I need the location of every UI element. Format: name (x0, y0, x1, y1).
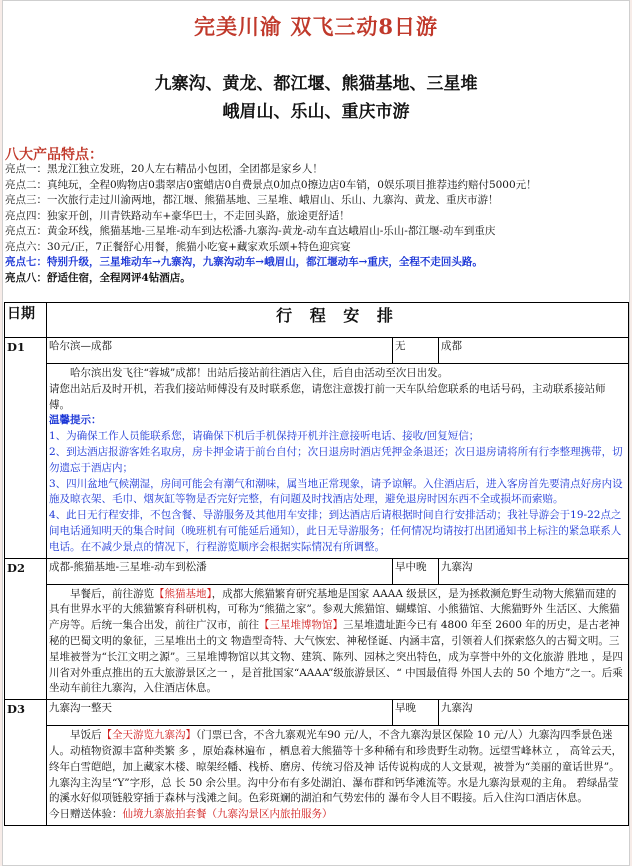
gift-prefix: 今日赠送体验： (49, 808, 123, 821)
gift-highlight: 仙境九寨旅拍套餐（九寨沟景区内旅拍服务） (122, 808, 333, 821)
detail-paragraph (49, 587, 626, 698)
day-label: D2 (5, 558, 47, 700)
day-header-row (5, 700, 629, 726)
feature-item-bold: 亮点八：舒适住宿，全程网评4钻酒店。 (5, 271, 191, 284)
day-label: D3 (5, 700, 47, 826)
feature-item: 亮点四：独家开创，川青铁路动车+豪华巴士，不走回头路，旅途更舒适！ (5, 209, 350, 222)
tip-item: 2、到达酒店报游客姓名取房，房卡押金请于前台自付；次日退房时酒店凭押金条退还；次日退房请将所有行李整理携带，切勿遗忘于酒店内； (49, 445, 623, 474)
feature-item: 亮点五：黄金环线，熊猫基地-三星堆-动车到达松潘-九寨沟-黄龙-动车直达峨眉山-乐山-都江堰-动车到重庆 (5, 225, 496, 237)
attraction-highlight: 【熊猫基地】 (154, 587, 212, 600)
day-detail-row (5, 726, 629, 826)
day-meals: 早中晚 (393, 558, 439, 584)
day-detail-row (5, 364, 629, 559)
subtitle-line-1: 九寨沟、黄龙、都江堰、熊猫基地、三星堆 (154, 74, 478, 94)
table-header-row (5, 303, 629, 338)
detail-text: （门票已含，不含九寨观光车90 元/人，不含九寨沟景区保险 10 元/人）九寨沟四季景色迷人。动植物资源丰富种类繁 多 ，原始森林遍布 ，栖息着大熊猫等十多种稀有和珍贵野生动物。远望雪峰林立 ， 高耸云天，终年白雪皑皑，加上藏家木楼、晾架经幡、栈桥、磨房、传统习俗及神 话传说构成的人文景观，被誉为“美丽的童话世界”。九寨沟主沟呈“Y”字形，总 长 50 余公里。沟中分布有多处湖泊、瀑布群和钙华滩流等。水是九寨沟景观的主角。 碧绿晶莹的溪水好似项链般穿插于森林与浅滩之间。色彩斑斓的湖泊和气势宏伟的 瀑布令人目不暇接。后入住沟口酒店休息。 (49, 729, 623, 805)
day-meals: 早晚 (393, 700, 439, 726)
detail-text: 三星堆遗址距今已有 4800 年至 2600 年的历史，是古老神秘的巴蜀文明的象征，三星堆出土的文 物造型奇特、大气恢宏、神秘怪诞、内涵丰富，引领着人们探索悠久的古蜀文明。三星堆被誉为“长江文明之源”。三星堆博物馆以其文物、建筑、陈列、园林之突出特色，成为享誉中外的文化旅游 胜地 ，是四川省对外重点推出的五大旅游景区之一 ，是首批国家“AAAA”级旅游景区、“ 中国最值得 外国人去的 50 个地方”之一。后乘坐动车前往九寨沟，入住酒店休息。 (49, 619, 623, 695)
attraction-highlight: 【全天游览九寨沟】 (101, 729, 196, 742)
day-header-row (5, 338, 629, 364)
attraction-highlight: 【三星堆博物馆】 (259, 619, 343, 632)
day-detail (47, 726, 629, 826)
day-label: D1 (5, 338, 47, 559)
column-header-day: 日期 (5, 303, 47, 338)
day-meals: 无 (393, 338, 439, 364)
day-stay: 成都 (439, 338, 629, 364)
warm-tips-title: 温馨提示： (49, 414, 102, 427)
column-header-plan: 行 程 安 排 (47, 303, 629, 338)
features-heading: 八大产品特点： (5, 147, 103, 163)
tip-item: 1、为确保工作人员能联系您，请确保下机后手机保持开机并注意接听电话、接收/回复短信； (49, 430, 480, 443)
page-title: 完美川渝 双飞三动8日游 (194, 14, 438, 39)
detail-text: 早餐后，前往游览 (70, 587, 154, 600)
itinerary-table (4, 302, 629, 826)
day-detail (47, 584, 629, 700)
tip-item: 3、四川盆地气候潮湿，房间可能会有潮气和潮味，属当地正常现象，请予谅解。入住酒店后，进入客房首先要清点好房内设施及晾衣架、毛巾、烟灰缸等物是否完好完整，有问题及时找酒店处理，避免退房时因东西不全或损坏而索赔。 (49, 477, 623, 506)
feature-item: 亮点二：真纯玩，全程0购物店0翡翠店0蜜蜡店0自费景点0加点0擦边店0车销，0娱乐项目推荐违约赔付5000元！ (5, 178, 537, 191)
day-route: 成都-熊猫基地-三星堆-动车到松潘 (47, 558, 393, 584)
day-detail-row (5, 584, 629, 700)
gift-line (49, 807, 626, 823)
feature-item-highlight: 亮点七：特别升级，三星堆动车→九寨沟，九寨沟动车→峨眉山，都江堰动车→重庆，全程不走回头路。 (5, 256, 483, 268)
day-header-row (5, 558, 629, 584)
feature-item: 亮点三：一次旅行走过川渝两地，都江堰、熊猫基地、三星堆、峨眉山、乐山、九寨沟、黄龙、重庆市游！ (5, 194, 499, 206)
day-detail (47, 364, 629, 559)
day-route: 哈尔滨—成都 (47, 338, 393, 364)
day-route: 九寨沟一整天 (47, 700, 393, 726)
detail-text: ，成都大熊猫繁育研究基地是国家 AAAA 级景区，是为拯救濒危野生动物大熊猫而建的具有世界水平的大熊猫繁育科研机构，可称为“熊猫之家”。参观大熊猫馆、蝴蝶馆、小熊猫馆、大熊猫野外 生活区、大熊猫产房等。后统一集合出发，前往广汉市，前往 (49, 587, 620, 632)
day-stay: 九寨沟 (439, 700, 629, 726)
tip-item: 4、此日无行程安排，不包含餐、导游服务及其他用车安排；到达酒店后请根据时间自行安排活动；我社导游会于19-22点之间电话通知明天的集合时间（晚班机有可能延后通知），此日无导游服务；任何情况均请按打出团通知书上标注的紧急联系人电话。在不减少景点的情况下，行程游览顺序会根据实际情况有所调整。 (49, 509, 622, 553)
day-stay: 九寨沟 (439, 558, 629, 584)
features-list (5, 162, 625, 286)
detail-text: 早饭后 (70, 729, 102, 742)
feature-item: 亮点六：30元/正，7正餐舒心用餐，熊猫小吃宴+藏家欢乐颂+特色迎宾宴 (5, 240, 351, 253)
feature-item: 亮点一：黑龙江独立发班，20人左右精品小包团，全团都是家乡人！ (5, 163, 323, 175)
itinerary-page (2, 0, 630, 866)
detail-paragraph (49, 728, 626, 807)
subtitle-line-2: 峨眉山、乐山、重庆市游 (222, 102, 410, 122)
detail-paragraph: 哈尔滨出发飞往“蓉城”成都！出站后接站前往酒店入住，后自由活动至次日出发。 (70, 367, 449, 379)
detail-paragraph: 请您出站后及时开机，若我们接站师傅没有及时联系您，请您注意拨打前一天车队给您联系的电话号码，主动联系接站师傅。 (49, 382, 606, 411)
